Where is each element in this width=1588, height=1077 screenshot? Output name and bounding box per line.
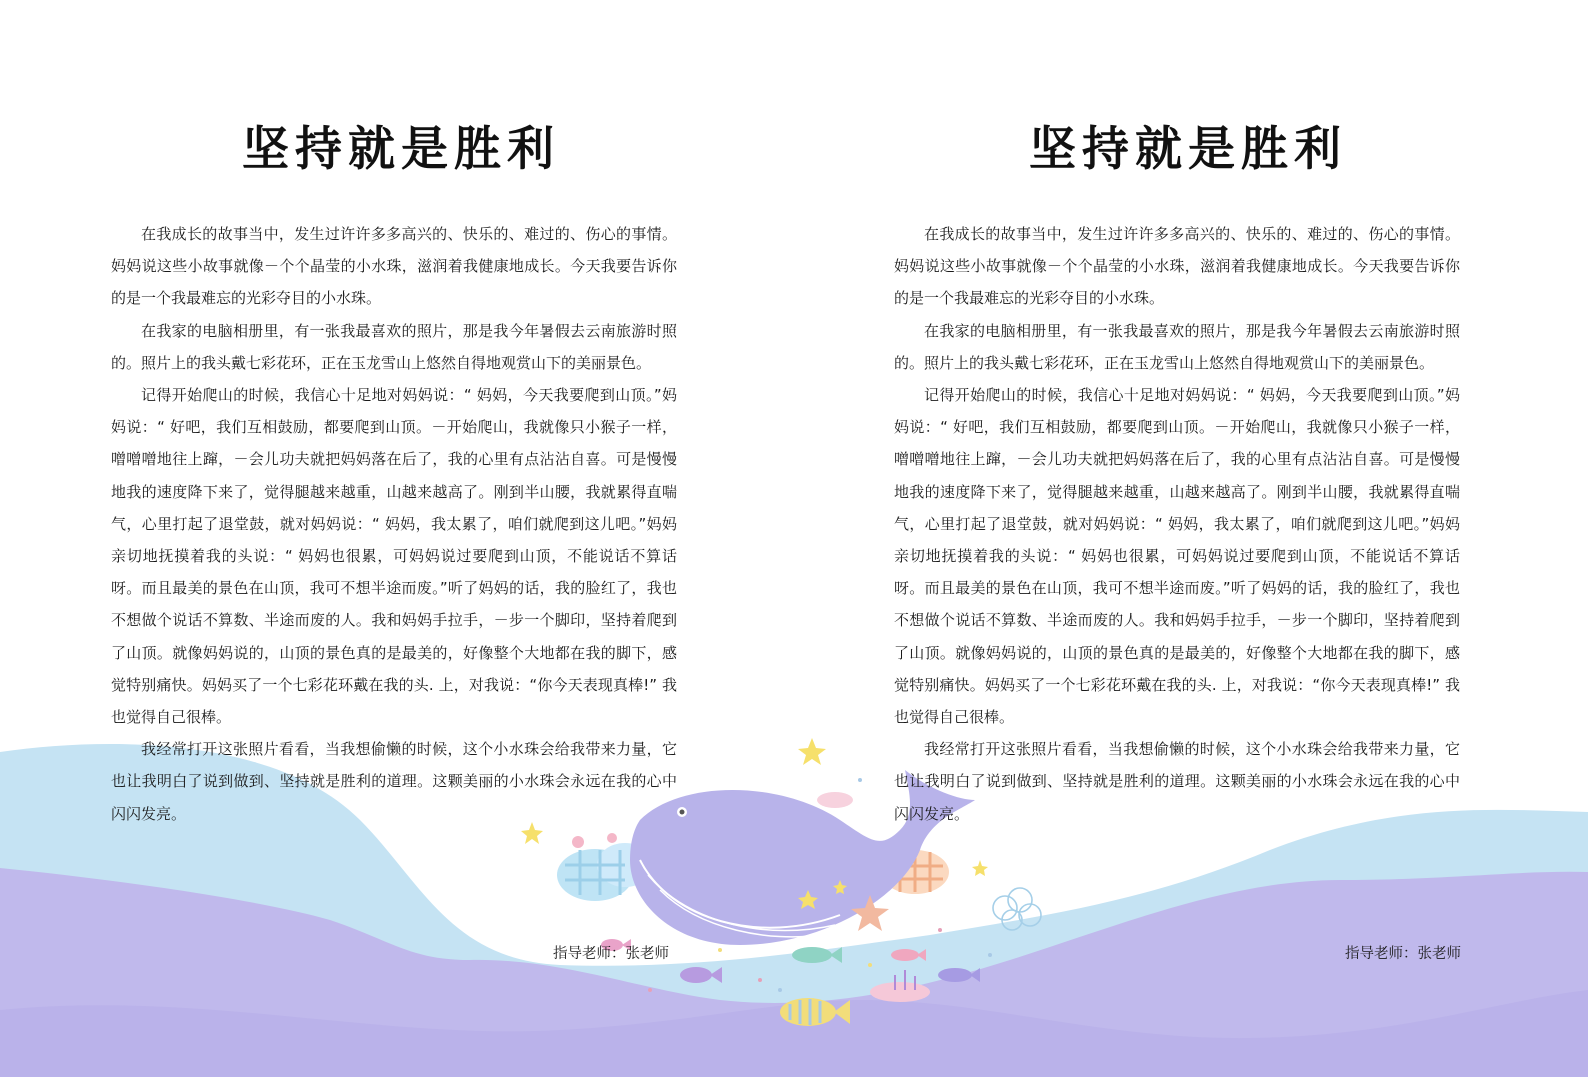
essay-body xyxy=(894,218,1460,830)
essay-body xyxy=(111,218,677,830)
essay-page-right xyxy=(790,0,1580,1077)
essay-page-left xyxy=(0,0,790,1077)
paragraph: 在我家的电脑相册里，有一张我最喜欢的照片，那是我今年暑假去云南旅游时照的。照片上的我头戴七彩花环，正在玉龙雪山上悠然自得地观赏山下的美丽景色。 xyxy=(894,321,1460,372)
essay-title: 坚持就是胜利 xyxy=(1029,122,1347,177)
essay-title: 坚持就是胜利 xyxy=(242,122,560,177)
paragraph: 记得开始爬山的时候，我信心十足地对妈妈说：“ 妈妈，今天我要爬到山顶。”妈妈说：“ 好吧，我们互相鼓励，都要爬到山顶。－开始爬山，我就像只小猴子一样，噌噌噌地往上蹿，－会儿功夫就把妈妈落在后了，我的心里有点沾沾自喜。可是慢慢地我的速度降下来了，觉得腿越来越重，山越来越高了。刚到半山腰，我就累得直喘气，心里打起了退堂鼓，就对妈妈说：“ 妈妈，我太累了，咱们就爬到这儿吧。”妈妈亲切地抚摸着我的头说：“ 妈妈也很累，可妈妈说过要爬到山顶，不能说话不算话呀。而且最美的景色在山顶，我可不想半途而废。”听了妈妈的话，我的脸红了，我也不想做个说话不算数、半途而废的人。我和妈妈手拉手，－步一个脚印，坚持着爬到了山顶。就像妈妈说的，山顶的景色真的是最美的，好像整个大地都在我的脚下，感觉特别痛快。妈妈买了一个七彩花环戴在我的头. 上，对我说：“你今天表现真棒!” 我也觉得自己很棒。 xyxy=(111,386,677,727)
teacher-credit: 指导老师：张老师 xyxy=(553,946,669,962)
paragraph: 记得开始爬山的时候，我信心十足地对妈妈说：“ 妈妈，今天我要爬到山顶。”妈妈说：“ 好吧，我们互相鼓励，都要爬到山顶。－开始爬山，我就像只小猴子一样，噌噌噌地往上蹿，－会儿功夫就把妈妈落在后了，我的心里有点沾沾自喜。可是慢慢地我的速度降下来了，觉得腿越来越重，山越来越高了。刚到半山腰，我就累得直喘气，心里打起了退堂鼓，就对妈妈说：“ 妈妈，我太累了，咱们就爬到这儿吧。”妈妈亲切地抚摸着我的头说：“ 妈妈也很累，可妈妈说过要爬到山顶，不能说话不算话呀。而且最美的景色在山顶，我可不想半途而废。”听了妈妈的话，我的脸红了，我也不想做个说话不算数、半途而废的人。我和妈妈手拉手，－步一个脚印，坚持着爬到了山顶。就像妈妈说的，山顶的景色真的是最美的，好像整个大地都在我的脚下，感觉特别痛快。妈妈买了一个七彩花环戴在我的头. 上，对我说：“你今天表现真棒!” 我也觉得自己很棒。 xyxy=(894,386,1460,727)
paragraph: 我经常打开这张照片看看，当我想偷懒的时候，这个小水珠会给我带来力量，它也让我明白了说到做到、坚持就是胜利的道理。这颗美丽的小水珠会永远在我的心中闪闪发亮。 xyxy=(894,740,1460,823)
paragraph: 在我成长的故事当中，发生过许许多多高兴的、快乐的、难过的、伤心的事情。妈妈说这些小故事就像－个个晶莹的小水珠，滋润着我健康地成长。今天我要告诉你的是一个我最难忘的光彩夺目的小水珠。 xyxy=(894,225,1460,308)
teacher-credit: 指导老师：张老师 xyxy=(1345,946,1461,962)
paragraph: 在我家的电脑相册里，有一张我最喜欢的照片，那是我今年暑假去云南旅游时照的。照片上的我头戴七彩花环，正在玉龙雪山上悠然自得地观赏山下的美丽景色。 xyxy=(111,321,677,372)
paragraph: 在我成长的故事当中，发生过许许多多高兴的、快乐的、难过的、伤心的事情。妈妈说这些小故事就像－个个晶莹的小水珠，滋润着我健康地成长。今天我要告诉你的是一个我最难忘的光彩夺目的小水珠。 xyxy=(111,225,677,308)
paragraph: 我经常打开这张照片看看，当我想偷懒的时候，这个小水珠会给我带来力量，它也让我明白了说到做到、坚持就是胜利的道理。这颗美丽的小水珠会永远在我的心中闪闪发亮。 xyxy=(111,740,677,823)
